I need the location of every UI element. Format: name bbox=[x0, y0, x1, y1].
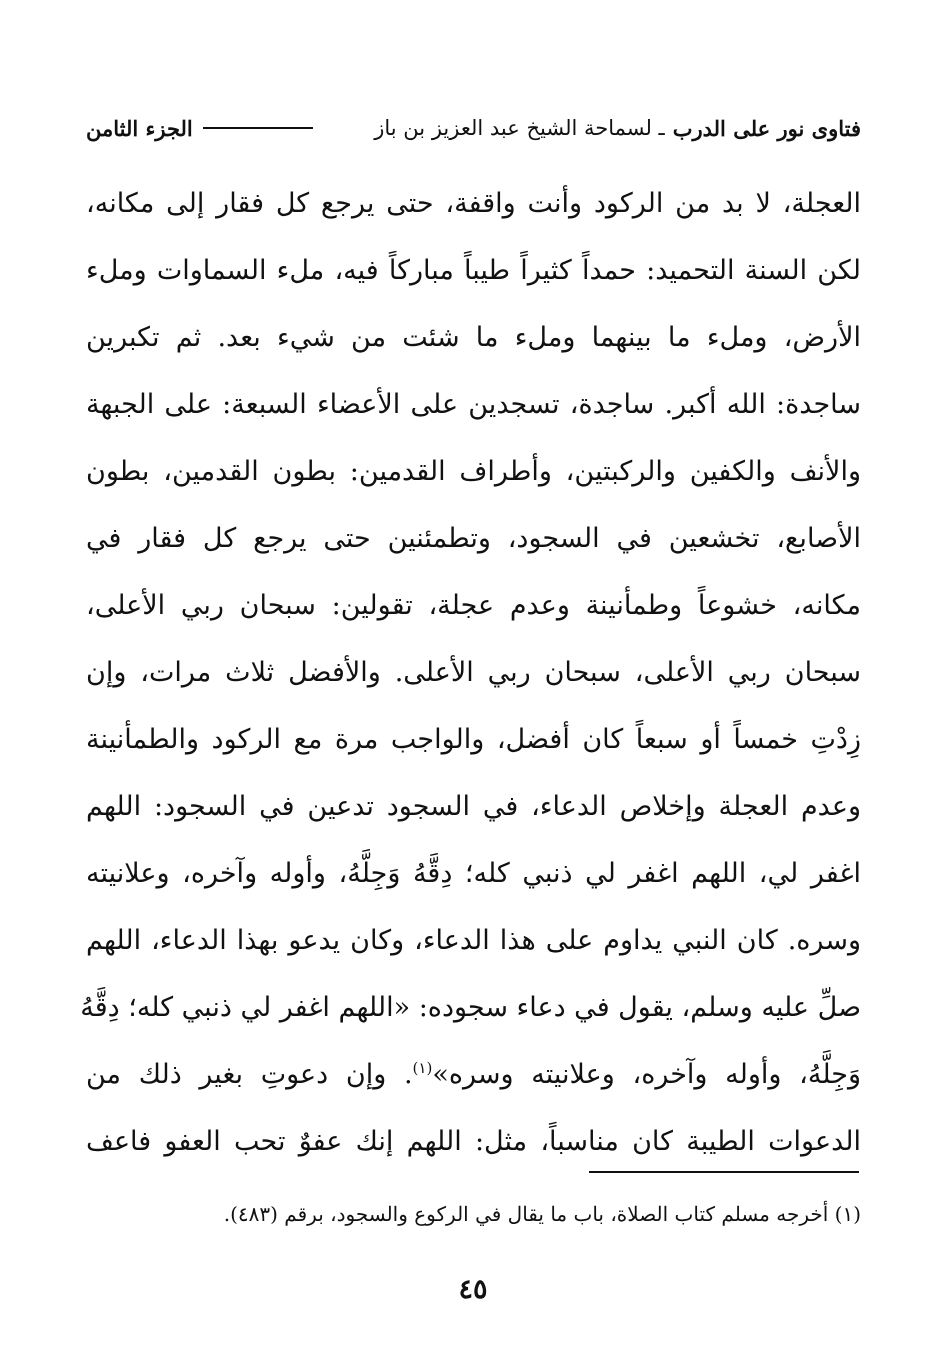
text-line-with-footnote bbox=[86, 1041, 861, 1108]
footnote: (١) أخرجه مسلم كتاب الصلاة، باب ما يقال في الركوع والسجود، برقم (٤٨٣). bbox=[223, 1202, 861, 1226]
text-line: الدعوات الطيبة كان مناسباً، مثل: اللهم إنك عفوٌ تحب العفو فاعف bbox=[86, 1126, 861, 1157]
text-line: وسره. كان النبي يداوم على هذا الدعاء، وكان يدعو بهذا الدعاء، اللهم bbox=[86, 925, 861, 956]
text-line: ساجدة: الله أكبر. ساجدة، تسجدين على الأعضاء السبعة: على الجبهة bbox=[86, 389, 861, 420]
header-author: ـ لسماحة الشيخ عبد العزيز بن باز bbox=[374, 116, 665, 140]
header-volume-group bbox=[86, 116, 323, 141]
main-text bbox=[80, 170, 862, 1175]
running-header bbox=[86, 108, 861, 148]
text-line: سبحان ربي الأعلى، سبحان ربي الأعلى. والأفضل ثلاث مرات، وإن bbox=[86, 657, 861, 688]
text-line: العجلة، لا بد من الركود وأنت واقفة، حتى يرجع كل فقار إلى مكانه، bbox=[86, 188, 861, 219]
header-volume: الجزء الثامن bbox=[86, 115, 193, 141]
text-line: لكن السنة التحميد: حمداً كثيراً طيباً مباركاً فيه، ملء السماوات وملء bbox=[86, 255, 861, 286]
text-fragment: . وإن دعوتِ بغير ذلك من bbox=[86, 1059, 413, 1090]
text-fragment: وَجِلَّهُ، وأوله وآخره، وعلانيته وسره» bbox=[432, 1059, 862, 1090]
header-book-title: فتاوى نور على الدرب bbox=[672, 115, 861, 141]
text-line: والأنف والكفين والركبتين، وأطراف القدمين: بطون القدمين، بطون bbox=[86, 456, 861, 487]
footnote-reference[interactable]: (١) bbox=[412, 1059, 433, 1077]
text-line: الأرض، وملء ما بينهما وملء ما شئت من شيء بعد. ثم تكبرين bbox=[86, 322, 861, 353]
text-line: اغفر لي، اللهم اغفر لي ذنبي كله؛ دِقَّهُ وَجِلَّهُ، وأوله وآخره، وعلانيته bbox=[86, 858, 861, 889]
text-line: زِدْتِ خمساً أو سبعاً كان أفضل، والواجب مرة مع الركود والطمأنينة bbox=[86, 724, 861, 755]
header-title-group bbox=[374, 116, 861, 141]
header-divider-line bbox=[203, 127, 313, 129]
text-line: وعدم العجلة وإخلاص الدعاء، في السجود تدعين في السجود: اللهم bbox=[86, 791, 861, 822]
text-line: صلِّ عليه وسلم، يقول في دعاء سجوده: «اللهم اغفر لي ذنبي كله؛ دِقَّهُ bbox=[80, 992, 861, 1023]
text-line: الأصابع، تخشعين في السجود، وتطمئنين حتى يرجع كل فقار في bbox=[86, 523, 861, 554]
page-number: ٤٥ bbox=[458, 1274, 488, 1305]
footnote-divider bbox=[589, 1171, 859, 1173]
text-line: مكانه، خشوعاً وطمأنينة وعدم عجلة، تقولين: سبحان ربي الأعلى، bbox=[86, 590, 861, 621]
